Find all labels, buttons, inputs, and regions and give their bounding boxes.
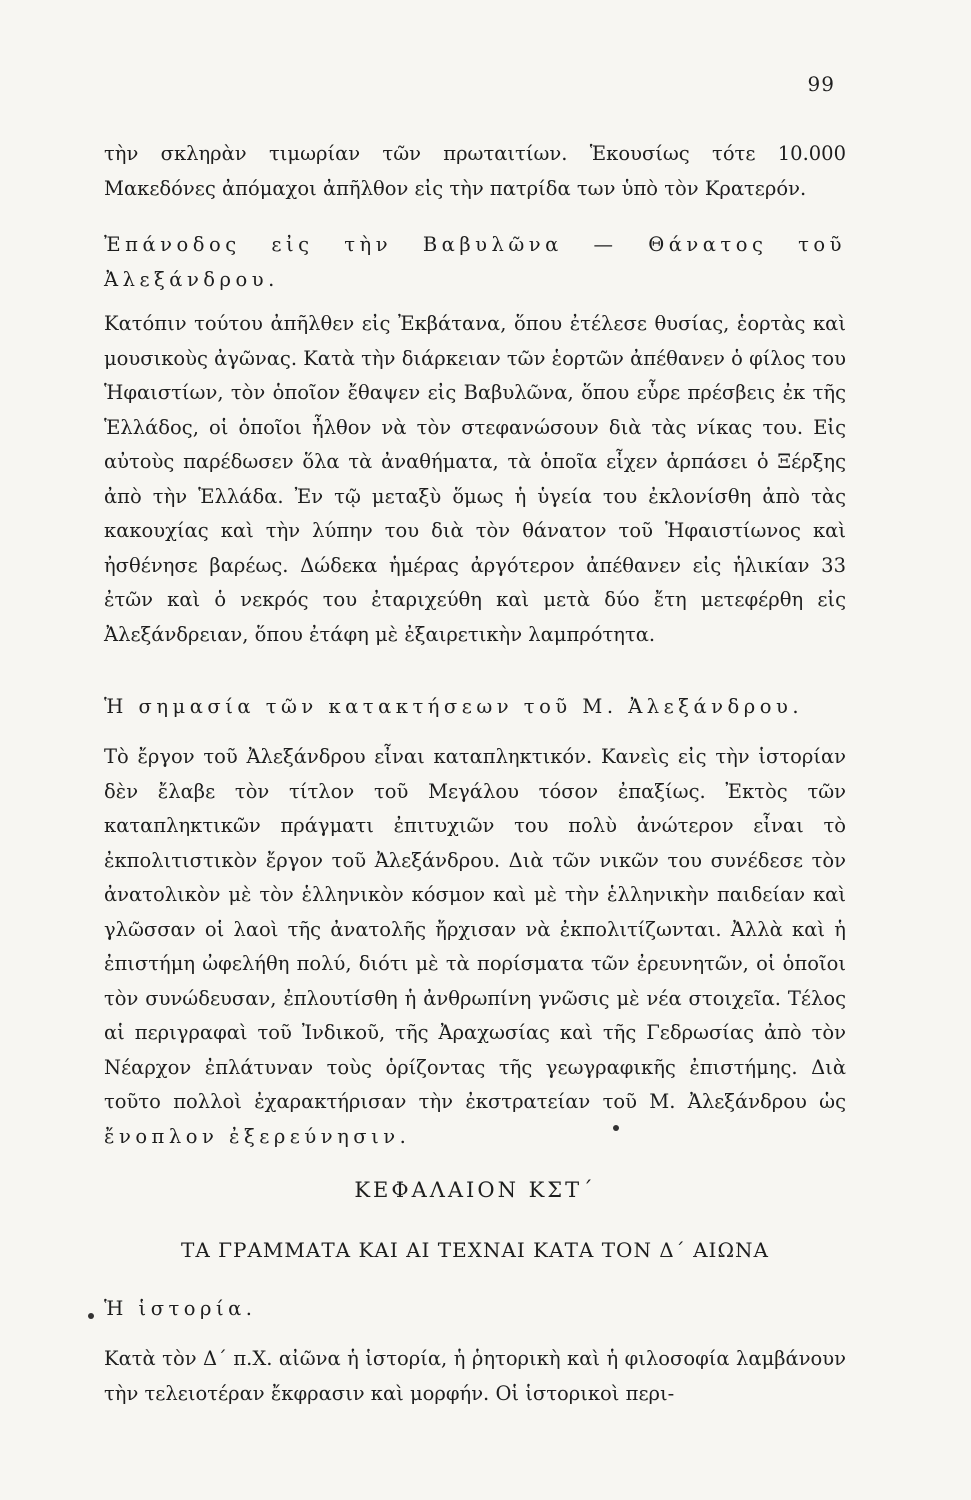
paragraph-3: [104, 740, 846, 1154]
section-heading-significance: Ἡ σημασία τῶν κατακτήσεων τοῦ Μ. Ἀλεξάνδρου.: [104, 695, 804, 718]
paragraph-1: τὴν σκληρὰν τιμωρίαν τῶν πρωταιτίων. Ἑκουσίως τότε 10.000 Μακεδόνες ἀπόμαχοι ἀπῆλθον εἰς τὴν πατρίδα των ὑπὸ τὸν Κρατερόν.: [104, 142, 846, 200]
chapter-number: ΚΕΦΑΛΑΙΟΝ ΚΣΤ΄: [354, 1178, 596, 1202]
section-heading-history: Ἡ ἱστορία.: [104, 1297, 257, 1320]
paragraph-3-spaced-phrase: ἔνοπλον ἐξερεύνησιν.: [104, 1124, 411, 1148]
paragraph-3-body: Τὸ ἔργον τοῦ Ἀλεξάνδρου εἶναι καταπληκτικόν. Κανεὶς εἰς τὴν ἱστορίαν δὲν ἔλαβε τὸν τίτλον τοῦ Μεγάλου τόσον ἐπαξίως. Ἐκτὸς τῶν καταπληκτικῶν πράγματι ἐπιτυχιῶν του πολὺ ἀνώτερον εἶναι τὸ ἐκπολιτιστικὸν ἔργον τοῦ Ἀλεξάνδρου. Διὰ τῶν νικῶν του συνέδεσε τὸν ἀνατολικὸν μὲ τὸν ἑλληνικὸν κόσμον καὶ μὲ τὴν ἑλληνικὴν παιδείαν καὶ γλῶσσαν οἱ λαοὶ τῆς ἀνατολῆς ἤρχισαν νὰ ἐκπολιτίζωνται. Ἀλλὰ καὶ ἡ ἐπιστήμη ὠφελήθη πολύ, διότι μὲ τὰ πορίσματα τῶν ἐρευνητῶν, οἱ ὁποῖοι τὸν συνώδευσαν, ἐπλουτίσθη ἡ ἀνθρωπίνη γνῶσις μὲ νέα στοιχεῖα. Τέλος αἱ περιγραφαὶ τοῦ Ἰνδικοῦ, τῆς Ἀραχωσίας καὶ τῆς Γεδρωσίας ἀπὸ τὸν Νέαρχον ἐπλάτυναν τοὺς ὁρίζοντας τῆς γεωγραφικῆς ἐπιστήμης. Διὰ τοῦτο πολλοὶ ἐχαρακτήρισαν τὴν ἐκστρατείαν τοῦ Μ. Ἀλεξάνδρου ὡς: [104, 745, 846, 1113]
section-heading-return-to-babylon: Ἐπάνοδος εἰς τὴν Βαβυλῶνα — Θάνατος τοῦ Ἀλεξάνδρου.: [104, 233, 846, 291]
paragraph-2: Κατόπιν τούτου ἀπῆλθεν εἰς Ἐκβάτανα, ὅπου ἐτέλεσε θυσίας, ἑορτὰς καὶ μουσικοὺς ἀγῶνας. Κατὰ τὴν διάρκειαν τῶν ἑορτῶν ἀπέθανεν ὁ φίλος του Ἡφαιστίων, τὸν ὁποῖον ἔθαψεν εἰς Βαβυλῶνα, ὅπου εὗρε πρέσβεις ἐκ τῆς Ἑλλάδος, οἱ ὁποῖοι ἦλθον νὰ τὸν στεφανώσουν διὰ τὰς νίκας του. Εἰς αὐτοὺς παρέδωσεν ὅλα τὰ ἀναθήματα, τὰ ὁποῖα εἶχεν ἁρπάσει ὁ Ξέρξης ἀπὸ τὴν Ἑλλάδα. Ἐν τῷ μεταξὺ ὅμως ἡ ὑγεία του ἐκλονίσθη ἀπὸ τὰς κακουχίας καὶ τὴν λύπην του διὰ τὸν θάνατον τοῦ Ἡφαιστίωνος καὶ ἠσθένησε βαρέως. Δώδεκα ἡμέρας ἀργότερον ἀπέθανεν εἰς ἡλικίαν 33 ἐτῶν καὶ ὁ νεκρός του ἐταριχεύθη καὶ μετὰ δύο ἔτη μετεφέρθη εἰς Ἀλεξάνδρειαν, ὅπου ἐτάφη μὲ ἐξαιρετικὴν λαμπρότητα.: [104, 312, 846, 646]
paragraph-history: Κατὰ τὸν Δ΄ π.Χ. αἰῶνα ἡ ἱστορία, ἡ ῥητορικὴ καὶ ἡ φιλοσοφία λαμβάνουν τὴν τελειοτέραν ἔκφρασιν καὶ μορφήν. Οἱ ἱστορικοὶ περι-: [104, 1347, 846, 1405]
page-number: 99: [807, 72, 835, 96]
ink-dot-mark: [613, 1125, 619, 1131]
ink-dot-mark-2: [88, 1313, 94, 1319]
chapter-title: ΤΑ ΓΡΑΜΜΑΤΑ ΚΑΙ ΑΙ ΤΕΧΝΑΙ ΚΑΤΑ ΤΟΝ Δ΄ ΑΙΩΝΑ: [181, 1238, 769, 1262]
